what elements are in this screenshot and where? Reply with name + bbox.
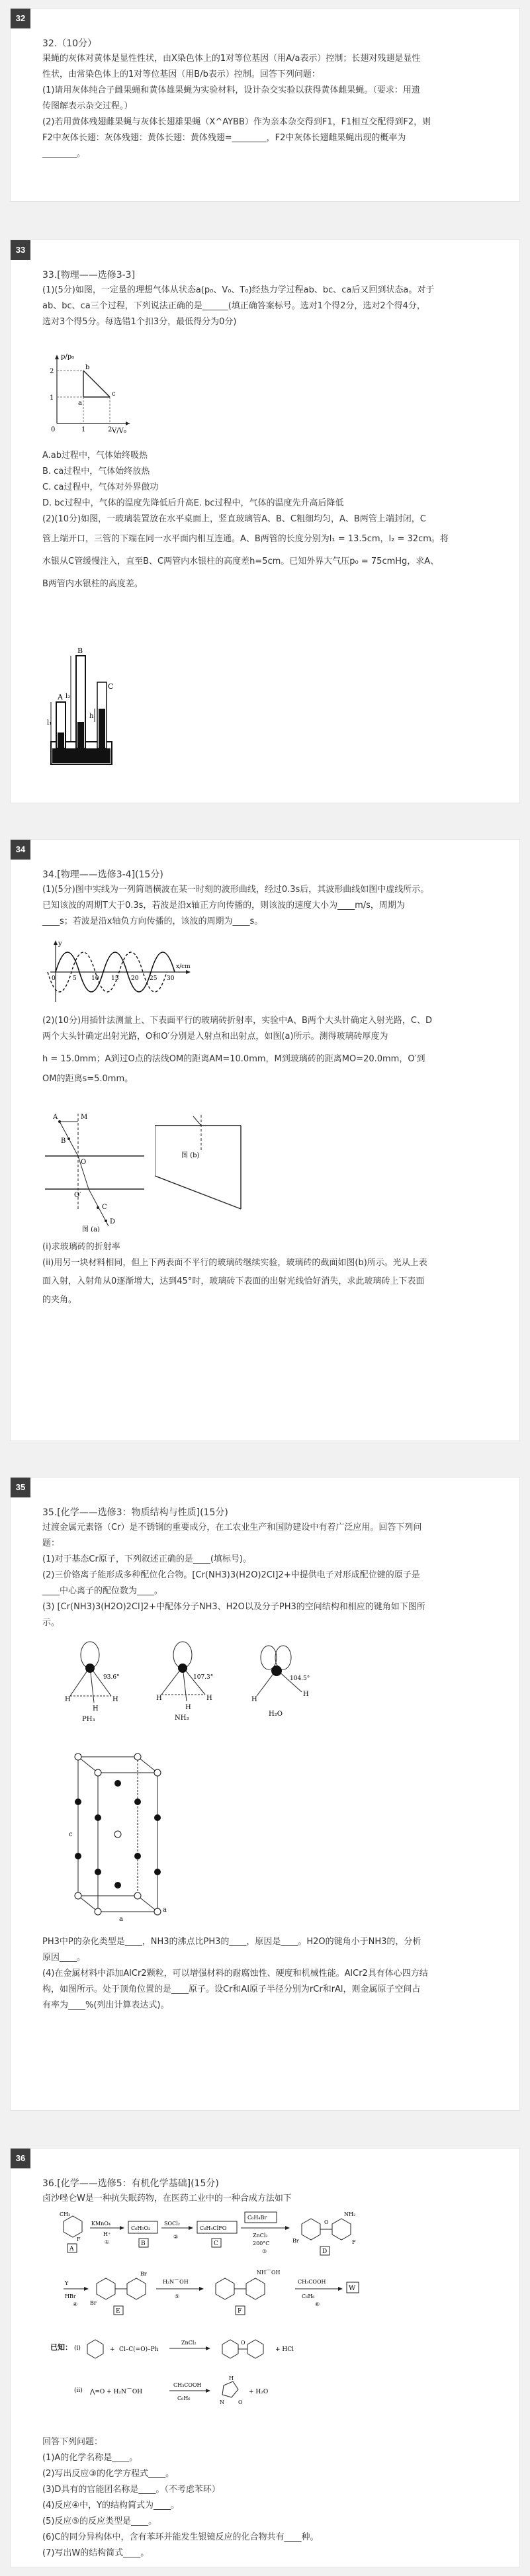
tick-label: 2 [108, 426, 112, 433]
formula-label: C₆H₅O₂ [131, 2225, 151, 2231]
question-number-badge: 32 [11, 9, 30, 28]
question-title: 36.[化学——选修5：有机化学基础](15分) [42, 2178, 219, 2189]
text-line: B两管内水银柱的高度差。 [42, 579, 143, 589]
point-label: a [78, 400, 82, 407]
text-line: ________。 [42, 149, 86, 159]
bond-angle-label: 107.3° [193, 1674, 214, 1681]
byproduct-label: + HCl [275, 2346, 294, 2353]
text-line: OM的距离s=5.0mm。 [42, 1074, 134, 1084]
glass-tube-apparatus [47, 643, 120, 775]
point-label-o: O [81, 1159, 87, 1166]
text-line: (2)若用黄体残翅雌果蝇与灰体长翅雄果蝇（X^AYBB）作为亲本杂交得到F1，F1相互交配得到F2，则 [42, 117, 431, 127]
question-text [42, 2191, 509, 2207]
substituent-label: CH₃ [60, 2211, 71, 2217]
question-number-badge: 35 [11, 1478, 30, 1497]
text-line: 有率为____%(列出计算表达式)。 [42, 2000, 169, 2010]
reagent-label: 200°C [253, 2241, 270, 2246]
molecule-name: PH₃ [82, 1716, 95, 1723]
x-axis-label: V/V₀ [112, 427, 126, 435]
tick-label: 10 [91, 975, 99, 982]
text-line: (2)(10分)如图，一玻璃装置放在水平桌面上，竖直玻璃管A、B、C粗细均匀，A、B两管上端封闭，C [42, 514, 426, 524]
text-line: PH3中P的杂化类型是____，NH3的沸点比PH3的____，原因是____。H2O的键角小于NH3的，分析 [42, 1937, 421, 1947]
h-atom: H [93, 1705, 99, 1712]
pin-label-c: C [102, 1204, 107, 1211]
figure-caption-a: 图 (a) [82, 1226, 100, 1232]
tick-label: 15 [111, 975, 119, 982]
reactant-label: Cl–C(=O)–Ph [119, 2346, 159, 2353]
compound-box-e: E [116, 2308, 120, 2315]
tick-label: 30 [167, 975, 175, 982]
text-line: (4)反应④中，Y的结构简式为____。 [42, 2501, 180, 2510]
substituent-label: Br [90, 2300, 97, 2306]
text-line: 选对3个得5分。每选错1个扣3分，最低得分为0分) [42, 317, 237, 327]
nh3-molecule [156, 1642, 213, 1722]
reagent-label: SOCl₂ [164, 2221, 180, 2227]
pv-diagram [44, 349, 136, 435]
wave-graph [44, 939, 196, 1005]
text-line: (3)D具有的官能团名称是____。（不考虑苯环） [42, 2485, 220, 2495]
tick-label: 0 [51, 426, 56, 433]
tick-label: 1 [50, 394, 54, 402]
substituent-label: NH₂ [344, 2211, 356, 2217]
question-card-36 [10, 2148, 520, 2567]
lattice-param-c: c [69, 1831, 73, 1838]
option-c: C. ca过程中，气体对外界做功 [42, 482, 159, 492]
text-line: (i)求玻璃砖的折射率 [42, 1242, 120, 1252]
text-line: 构，如图所示。处于顶角位置的是____原子。设Cr和Al原子半径分别为rCr和rAl，则金属原子空间占 [42, 1984, 421, 1994]
question-number-badge: 33 [11, 240, 30, 260]
text-line: (7)写出W的结构简式____。 [42, 2548, 150, 2558]
y-axis-label: p/p₀ [61, 353, 75, 361]
length-label-l1: l₁ [47, 719, 52, 727]
step-label: ⑤ [175, 2293, 180, 2299]
text-line: 面入射，入射角从0逐渐增大，达到45°时，玻璃砖下表面的出射光线恰好消失，求此玻璃砖上下表面 [42, 1276, 425, 1286]
formula-label: C₆H₄Br [247, 2215, 267, 2221]
text-line: ab、bc、ca三个过程，下列说法正确的是______(填正确答案标号。选对1个得2分，选对2个得4分， [42, 301, 425, 311]
reagent-label: ZnCl₂ [181, 2340, 197, 2346]
reagent-label: KMnO₄ [91, 2221, 111, 2227]
tick-label: 25 [150, 975, 157, 982]
molecule-name: NH₃ [175, 1714, 189, 1722]
text-line: (ii)用另一块材料相同，但上下两表面不平行的玻璃砖继续实验，玻璃砖的截面如图(b)所示。光从上表 [42, 1258, 427, 1268]
molecule-structures [50, 1638, 341, 1724]
glass-block-figure-b [155, 1112, 254, 1212]
question-title: 35.[化学——选修3：物质结构与性质](15分) [42, 1507, 228, 1518]
bond-angle-label: 104.5° [290, 1675, 310, 1682]
substituent-label: Br [292, 2238, 299, 2244]
question-text [42, 2434, 509, 2561]
tube-label-c: C [108, 682, 114, 691]
reagent-label: C₆H₆ [177, 2395, 191, 2401]
text-line: ____中心离子的配位数为____。 [42, 1586, 163, 1596]
question-card-34 [10, 839, 520, 1441]
text-line: (6)C的同分异构体中，含有苯环并能发生银镜反应的化合物共有____种。 [42, 2532, 319, 2542]
atom-label: N [220, 2399, 224, 2405]
h-atom: H [65, 1696, 71, 1703]
question-title: 34.[物理——选修3-4](15分) [42, 869, 163, 880]
reagent-label: CH₃COOH [298, 2279, 326, 2285]
question-title: 32.（10分） [42, 38, 97, 49]
atom-label: O [324, 2219, 329, 2225]
compound-box-c: C [214, 2241, 218, 2247]
reagent-label: C₆H₆ [302, 2293, 315, 2299]
step-label: ④ [73, 2301, 78, 2307]
pin-label-b: B [61, 1137, 66, 1145]
x-axis-label: x/cm [176, 963, 191, 970]
step-label: ⑥ [315, 2301, 320, 2307]
reagent-label: HBr [65, 2293, 76, 2299]
reaction-label-ii: (ii) [74, 2387, 83, 2394]
scheme-row-2 [64, 2270, 359, 2315]
question-text [42, 51, 509, 162]
step-label: ① [105, 2239, 110, 2245]
substituent-label: NH⌒OH [257, 2270, 281, 2276]
step-label: ② [173, 2234, 179, 2240]
text-line: 卤沙唑仑W是一种抗失眠药物，在医药工业中的一种合成方法如下 [42, 2194, 292, 2203]
refraction-figure-a [45, 1110, 144, 1232]
reactant-label: ⋀=O + H₂N⌒OH [90, 2389, 143, 2395]
question-number-badge: 36 [11, 2149, 30, 2168]
tick-label: 1 [81, 426, 86, 433]
text-line: (2)写出反应③的化学方程式____。 [42, 2469, 175, 2479]
figure-caption-b: 图 (b) [181, 1152, 200, 1159]
text-line: 已知该波的周期T大于0.3s，若波是沿x轴正方向传播的，则该波的速度大小为____m/s，周期为 [42, 901, 405, 910]
text-line: (1)对于基态Cr原子，下列叙述正确的是____(填标号)。 [42, 1554, 251, 1564]
step-label: ③ [262, 2248, 267, 2254]
option-d-e: D. bc过程中，气体的温度先降低后升高E. bc过程中，气体的温度先升高后降低 [42, 498, 344, 508]
reagent-label: CH₃COOH [173, 2382, 202, 2388]
tube-label-b: B [77, 646, 83, 655]
scheme-row-1 [60, 2211, 356, 2255]
question-text [42, 882, 509, 930]
option-b: B. ca过程中，气体始终放热 [42, 466, 150, 476]
known-reactions [50, 2340, 294, 2405]
h-atom: H [303, 1691, 309, 1698]
text-line: 回答下列问题： [42, 2437, 103, 2447]
text-line: (1)A的化学名称是____。 [42, 2453, 138, 2463]
tick-label: 0 [52, 975, 56, 982]
height-label-h: h [89, 713, 94, 720]
text-line: h = 15.0mm；A到过O点的法线OM的距离AM=10.0mm，M到玻璃砖的距离MO=20.0mm，O′到 [42, 1054, 425, 1064]
text-line: 水银从C管缓慢注入，直至B、C两管内水银柱的高度差h=5cm。已知外界大气压p₀ = 75cmHg，求A、 [42, 556, 439, 566]
h-atom: H [206, 1695, 212, 1702]
atom-label: O [241, 2340, 245, 2346]
plus-sign: + [110, 2346, 115, 2353]
question-text [42, 1239, 509, 1308]
text-line: 性状，由常染色体上的1对等位基因（用B/b表示）控制。回答下列问题： [42, 69, 320, 79]
substituent-label: Br [140, 2271, 147, 2277]
compound-box-a: A [69, 2246, 74, 2252]
bond-angle-label: 93.6° [103, 1674, 120, 1681]
h-atom: H [112, 1696, 118, 1703]
formula-label: C₆H₄ClFO [200, 2225, 227, 2231]
h-atom: H [185, 1704, 191, 1711]
point-label-m: M [81, 1114, 88, 1121]
text-line: 过渡金属元素铬（Cr）是不锈钢的重要成分，在工农业生产和国防建设中有着广泛应用。回答下列问 [42, 1523, 422, 1532]
text-line: (1)请用灰体纯合子雌果蝇和黄体雄果蝇为实验材料，设计杂交实验以获得黄体雌果蝇。（要求：用遗 [42, 85, 420, 95]
text-line: (2)(10分)用插针法测量上、下表面平行的玻璃砖折射率，实验中A、B两个大头针确定入射光路，C、D [42, 1016, 432, 1026]
question-text [42, 1013, 509, 1087]
known-label: 已知： [50, 2343, 72, 2352]
text-line: 传图解表示杂交过程。） [42, 101, 133, 111]
substituent-label: F [352, 2239, 356, 2245]
question-card-32 [10, 8, 520, 202]
question-card-33 [10, 240, 520, 803]
reaction-label-i: (i) [74, 2345, 81, 2352]
text-line: 题： [42, 1538, 60, 1548]
lattice-param-a: a [119, 1916, 123, 1922]
options-list [42, 448, 509, 592]
compound-box-b: B [141, 2241, 146, 2247]
h-atom: H [251, 1696, 257, 1703]
text-line: 的夹角。 [42, 1295, 77, 1305]
question-text [42, 1520, 509, 1631]
compound-box-w: W [349, 2285, 356, 2292]
molecule-name: H₂O [269, 1710, 283, 1718]
question-text [42, 283, 509, 330]
text-line: F2中灰体长翅：灰体残翅：黄体长翅：黄体残翅=________，F2中灰体长翅雌果蝇出现的概率为 [42, 133, 406, 143]
synthesis-scheme [50, 2209, 487, 2428]
text-line: 果蝇的灰体对黄体是显性性状，由X染色体上的1对等位基因（用A/a表示）控制；长翅对残翅是显性 [42, 54, 421, 64]
text-line: 两个大头针确定出射光路，O和O′分别是入射点和出射点，如图(a)所示。测得玻璃砖厚度为 [42, 1032, 388, 1042]
alcr2-unit-cell [52, 1744, 184, 1922]
text-line: 原因____。 [42, 1953, 86, 1963]
pin-label-a: A [53, 1114, 58, 1121]
step-label: Y [65, 2280, 69, 2286]
lattice-param-a: a [163, 1906, 167, 1914]
atom-label: H [229, 2376, 234, 2381]
h-atom: H [156, 1695, 162, 1702]
reagent-label: H₂N⌒OH [163, 2279, 189, 2285]
point-label: b [85, 364, 90, 371]
ph3-molecule [65, 1642, 120, 1723]
tick-label: 2 [50, 368, 54, 375]
y-axis-label: y [58, 940, 62, 948]
length-label-l2: l₂ [66, 693, 71, 700]
text-line: (1)(5分)如图，一定量的理想气体从状态a(p₀、V₀、T₀)经热力学过程ab、bc、ca后又回到状态a。对于 [42, 285, 435, 295]
question-text [42, 1934, 509, 2014]
text-line: (3) [Cr(NH3)3(H2O)2Cl]2+中配体分子NH3、H2O以及分子PH3的空间结构和相应的键角如下图所 [42, 1602, 425, 1612]
compound-box-f: F [238, 2308, 242, 2315]
tick-label: 5 [73, 975, 77, 982]
question-title: 33.[物理——选修3-3] [42, 270, 136, 281]
text-line: ____s；若波是沿x轴负方向传播的，该波的周期为____s。 [42, 916, 263, 926]
text-line: (1)(5分)图中实线为一列简谐横波在某一时刻的波形曲线，经过0.3s后，其波形曲线如图中虚线所示。 [42, 885, 429, 895]
tick-label: 20 [131, 975, 139, 982]
option-a: A.ab过程中，气体始终吸热 [42, 451, 148, 461]
byproduct-label: + H₂O [249, 2389, 269, 2395]
text-line: 管上端开口，三管的下端在同一水平面内相互连通。A、B两管的长度分别为l₁ = 13.5cm，l₂ = 32cm。将 [42, 534, 449, 544]
text-line: (5)反应⑤的反应类型是____。 [42, 2516, 157, 2526]
text-line: (4)在金属材料中添加AlCr2颗粒，可以增强材料的耐腐蚀性、硬度和机械性能。AlCr2具有体心四方结 [42, 1969, 428, 1978]
tube-label-a: A [58, 693, 63, 701]
point-label: c [112, 390, 116, 398]
point-label-o-prime: O′ [74, 1192, 81, 1199]
substituent-label: F [77, 2237, 81, 2243]
text-line: 示。 [42, 1618, 60, 1628]
question-card-35 [10, 1477, 520, 2111]
reagent-label: ZnCl₂ [253, 2233, 268, 2239]
atom-label: O [238, 2399, 243, 2405]
compound-box-d: D [322, 2248, 328, 2255]
text-line: (2)三价铬离子能形成多种配位化合物。[Cr(NH3)3(H2O)2Cl]2+中提供电子对形成配位键的原子是 [42, 1570, 420, 1580]
pin-label-d: D [110, 1218, 116, 1225]
h2o-molecule [251, 1646, 310, 1718]
reagent-label: H⁺ [103, 2231, 111, 2237]
question-number-badge: 34 [11, 840, 30, 860]
